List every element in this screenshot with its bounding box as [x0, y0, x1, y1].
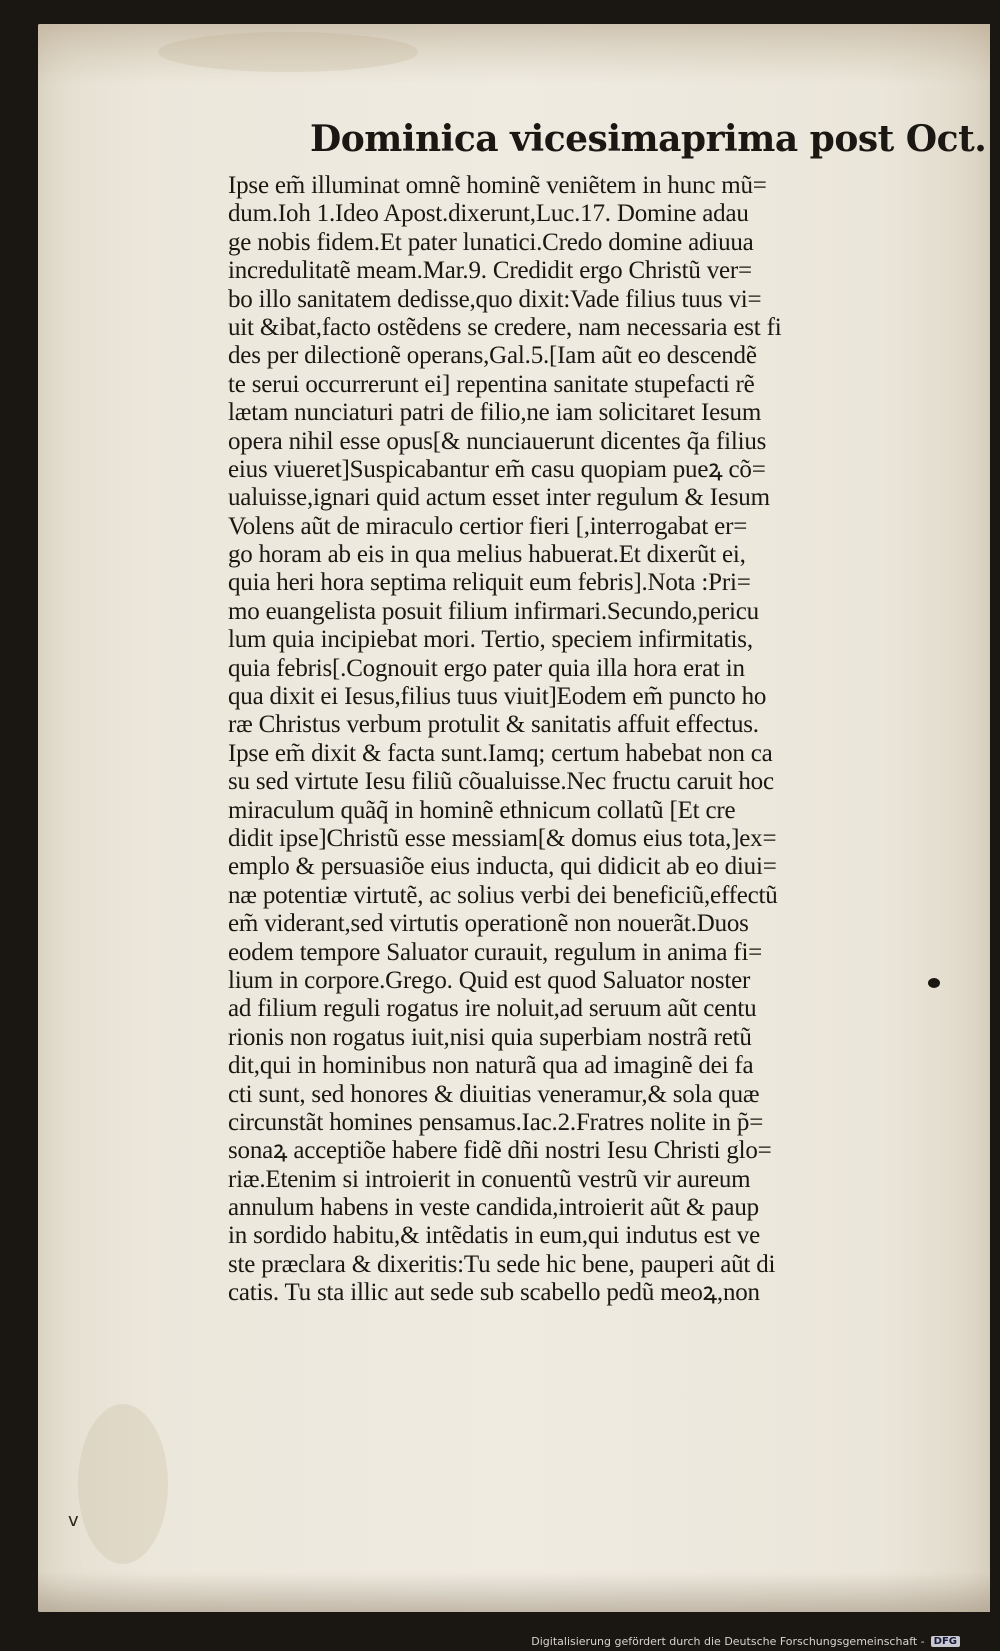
text-line: rionis non rogatus iuit,nisi quia superbiam nostrã retũ — [228, 1023, 752, 1051]
text-line: go horam ab eis in qua melius habuerat.Et dixerũt ei, — [228, 541, 746, 569]
text-line: ræ Christus verbum protulit & sanitatis affuit effectus. — [228, 711, 759, 739]
paper-stain — [78, 1404, 168, 1564]
text-line: didit ipse]Christũ esse messiam[& domus eius tota,]ex= — [228, 824, 777, 852]
text-line: Ipse em̃ illuminat omnẽ hominẽ veniẽtem in hunc mũ= — [228, 172, 767, 199]
text-line: catis. Tu sta illic aut sede sub scabello pedũ meoꝝ,non — [228, 1279, 760, 1307]
text-line: circunstãt homines pensamus.Iac.2.Fratres nolite in p̃= — [228, 1108, 764, 1136]
text-line: incredulitatẽ meam.Mar.9. Credidit ergo Christũ ver= — [228, 257, 752, 285]
text-line: miraculum quãq̃ in hominẽ ethnicum collatũ [Et cre — [228, 796, 736, 824]
text-line: annulum habens in veste candida,introierit aũt & paup — [228, 1194, 759, 1222]
margin-mark — [928, 978, 940, 988]
text-line: quia heri hora septima reliquit eum febris].Nota :Pri= — [228, 569, 751, 597]
text-line: lætam nunciaturi patri de filio,ne iam solicitaret Iesum — [228, 399, 762, 427]
text-line: lium in corpore.Grego. Quid est quod Saluator noster — [228, 966, 751, 994]
body-text — [228, 172, 888, 1308]
text-line: te serui occurrerunt ei] repentina sanitate stupefacti rẽ — [228, 370, 755, 398]
text-line: eius viueret]Suspicabantur em̃ casu quopiam pueꝝ cõ= — [228, 455, 766, 483]
text-line: dum.Ioh 1.Ideo Apost.dixerunt,Luc.17. Domine adau — [228, 200, 749, 228]
text-line: quia febris[.Cognouit ergo pater quia illa hora erat in — [228, 654, 745, 682]
text-line: emplo & persuasiõe eius inducta, qui didicit ab eo diui= — [228, 853, 777, 881]
text-line: cti sunt, sed honores & diuitias veneramur,& sola quæ — [228, 1080, 760, 1108]
text-line: su sed virtute Iesu filiũ cõualuisse.Nec fructu caruit hoc — [228, 768, 774, 796]
text-line: qua dixit ei Iesus,filius tuus viuit]Eodem em̃ puncto ho — [228, 683, 767, 711]
text-line: eodem tempore Saluator curauit, regulum in anima fi= — [228, 938, 763, 966]
text-line: riæ.Etenim si introierit in conuentũ vestrũ vir aureum — [228, 1165, 751, 1193]
dfg-logo: DFG — [931, 1636, 960, 1647]
footer-text: Digitalisierung gefördert durch die Deutsche Forschungsgemeinschaft - — [531, 1634, 925, 1648]
page-heading: Dominica vicesimaprima post Oct. — [310, 118, 987, 160]
corner-mark: v — [68, 1510, 79, 1531]
text-line: dit,qui in hominibus non naturã qua ad imaginẽ dei fa — [228, 1052, 754, 1080]
text-line: uit &ibat,facto ostẽdens se credere, nam necessaria est fi — [228, 313, 782, 341]
text-line: ualuisse,ignari quid actum esset inter regulum & Iesum — [228, 484, 770, 512]
text-line: bo illo sanitatem dedisse,quo dixit:Vade filius tuus vi= — [228, 285, 762, 313]
text-line: des per dilectionẽ operans,Gal.5.[Iam aũt eo descendẽ — [228, 342, 757, 370]
text-line: ste præclara & dixeritis:Tu sede hic bene, pauperi aũt di — [228, 1250, 776, 1278]
text-line: næ potentiæ virtutẽ, ac solius verbi dei beneficiũ,effectũ — [228, 881, 778, 909]
footer-credit — [531, 1633, 960, 1649]
text-line: in sordido habitu,& intẽdatis in eum,qui indutus est ve — [228, 1222, 761, 1250]
text-line: sonaꝝ acceptiõe habere fidẽ dñi nostri Iesu Christi glo= — [228, 1137, 772, 1165]
text-line: lum quia incipiebat mori. Tertio, speciem infirmitatis, — [228, 626, 753, 654]
text-line: Volens aũt de miraculo certior fieri [,interrogabat er= — [228, 512, 748, 540]
text-line: mo euangelista posuit filium infirmari.Secundo,pericu — [228, 597, 759, 625]
text-line: Ipse em̃ dixit & facta sunt.Iamq; certum habebat non ca — [228, 739, 773, 767]
paper-stain — [158, 32, 418, 72]
text-line: em̃ viderant,sed virtutis operationẽ non nouerãt.Duos — [228, 910, 749, 938]
text-line: ad filium reguli rogatus ire noluit,ad seruum aũt centu — [228, 995, 757, 1023]
text-line: ge nobis fidem.Et pater lunatici.Credo domine adiuua — [228, 228, 754, 256]
text-line: opera nihil esse opus[& nunciauerunt dicentes q̃a filius — [228, 427, 767, 455]
